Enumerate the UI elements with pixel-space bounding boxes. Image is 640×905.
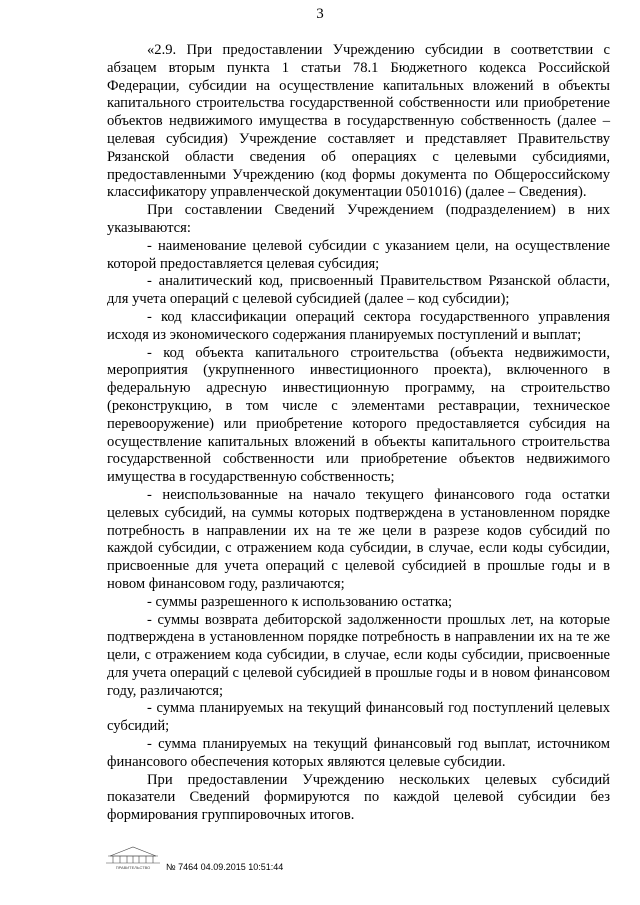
list-item: - сумма планируемых на текущий финансовый год выплат, источником финансового обеспечения которых являются целевые субсидии.	[107, 736, 610, 770]
paragraph: «2.9. При предоставлении Учреждению субсидии в соответствии с абзацем вторым пункта 1 статьи 78.1 Бюджетного кодекса Российской Федерации, субсидии на осуществление капитальных вложений в объекты капитального строительства государственной собственности или приобретение объектов недвижимого имущества в государственную собственность (далее – целевая субсидия) Учреждение составляет и представляет Правительству Рязанской области сведения об операциях с целевыми субсидиями, предоставленными Учреждению (код формы документа по Общероссийскому классификатору управленческой документации 0501016) (далее – Сведения).	[107, 42, 610, 201]
paragraph: При составлении Сведений Учреждением (подразделением) в них указываются:	[107, 202, 610, 236]
list-item: - суммы возврата дебиторской задолженности прошлых лет, на которые подтверждена в установленном порядке потребность в направлении их на те же цели, с отражением кода субсидии, в случае, если коды субсидии, присвоенные для учета операций с целевой субсидией в прошлые годы и в новом финансовом году, различаются;	[107, 611, 610, 699]
footer	[100, 838, 520, 888]
paragraph: При предоставлении Учреждению нескольких целевых субсидий показатели Сведений формируются по каждой целевой субсидии без формирования группировочных итогов.	[107, 771, 610, 824]
list-item: - код объекта капитального строительства (объекта недвижимости, мероприятия (укрупненного инвестиционного проекта), включенного в федеральную адресную инвестиционную программу, на строительство (реконструкцию, в том числе с элементами реставрации, техническое перевооружение) или приобретение которого предоставляется субсидия на осуществление капитальных вложений в объекты капитального строительства государственной собственности или приобретение объектов недвижимого имущества в государственную собственность;	[107, 344, 610, 486]
svg-text:ПРАВИТЕЛЬСТВО: ПРАВИТЕЛЬСТВО	[115, 865, 151, 870]
list-item: - суммы разрешенного к использованию остатка;	[147, 593, 453, 610]
registration-stamp: № 7464 04.09.2015 10:51:44	[166, 862, 284, 872]
page-number: 3	[316, 6, 324, 22]
government-building-logo	[100, 844, 166, 870]
list-item: - код классификации операций сектора государственного управления исходя из экономического содержания планируемых поступлений и выплат;	[107, 308, 610, 343]
list-item: - неиспользованные на начало текущего финансового года остатки целевых субсидий, на суммы которых подтверждена в установленном порядке потребность в направлении их на те же цели в разрезе кодов субсидий по каждой субсидии, с отражением кода субсидии, в случае, если коды субсидии, присвоенные для учета операций с целевой субсидией в прошлые годы и в новом финансовом году, различаются;	[107, 486, 610, 592]
list-item: - наименование целевой субсидии с указанием цели, на осуществление которой предоставляется целевая субсидия;	[107, 237, 610, 272]
list-item: - аналитический код, присвоенный Правительством Рязанской области, для учета операций с целевой субсидией (далее – код субсидии);	[107, 273, 610, 308]
list-item: - сумма планируемых на текущий финансовый год поступлений целевых субсидий;	[107, 700, 610, 735]
document-body	[107, 42, 610, 825]
